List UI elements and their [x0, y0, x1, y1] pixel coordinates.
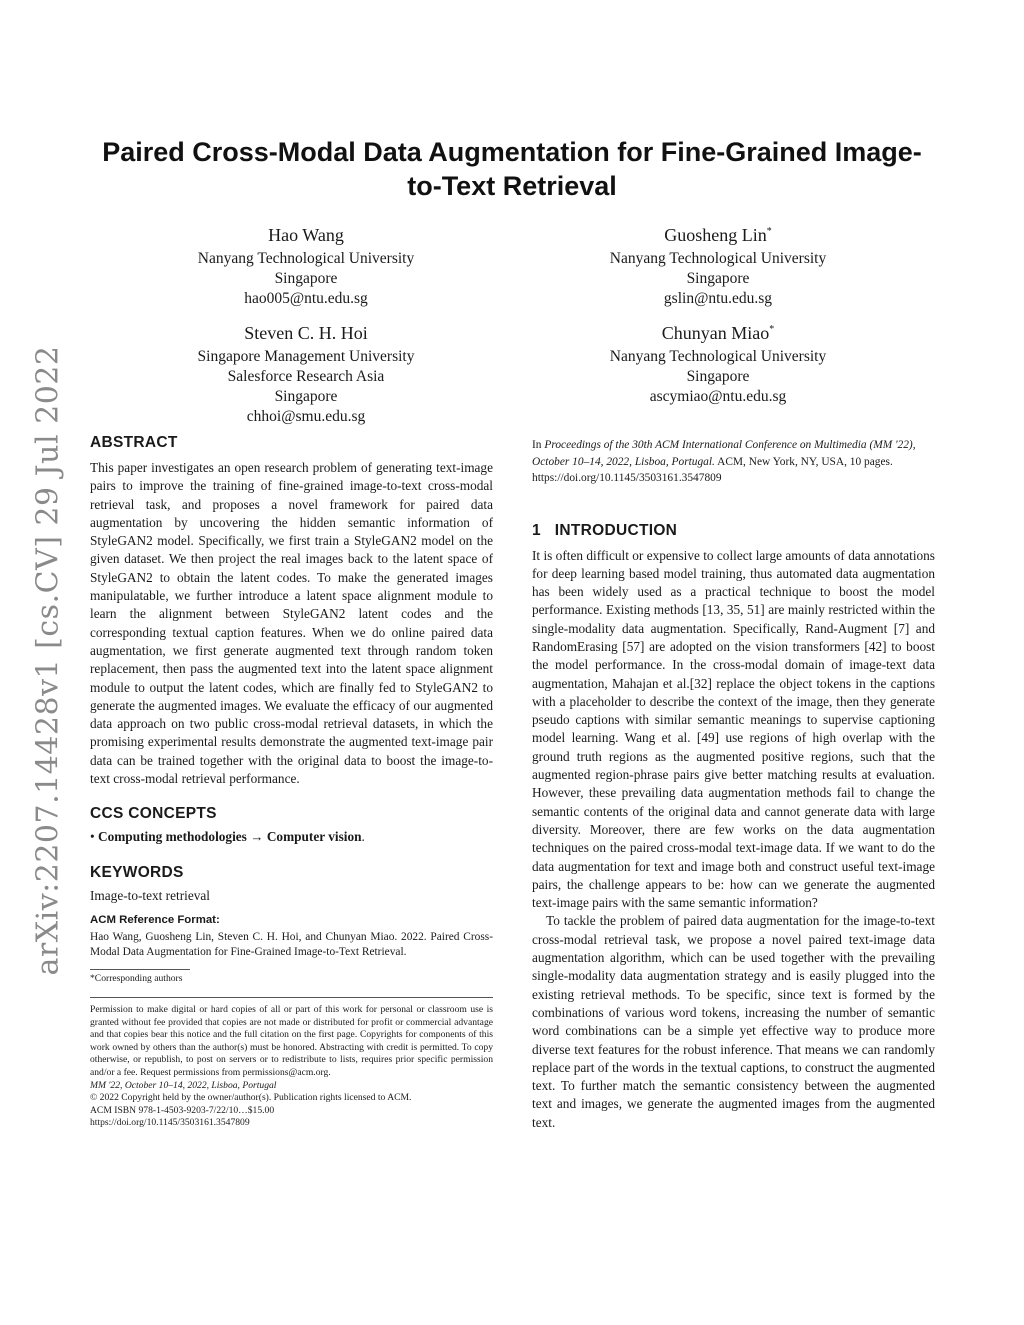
author-block-guosheng-lin [548, 220, 888, 309]
conference-line: MM '22, October 10–14, 2022, Lisboa, Portugal [90, 1079, 277, 1091]
proceedings-details: ACM, New York, NY, USA, 10 pages. https://doi.org/10.1145/3503161.3547809 [532, 455, 893, 484]
ccs-bullet: • [90, 829, 95, 845]
author-name: Guosheng Lin* [664, 225, 772, 245]
reference-format-heading: ACM Reference Format: [90, 913, 220, 926]
intro-paragraph-1: It is often difficult or expensive to collect large amounts of data annotations for deep learning based model training, thus automated data augmentation has been widely used as a practical technique to boost the model performance. Existing methods [13, 35, 51] are mainly restricted within the single-modality data augmentation. Specifically, Rand-Augment [7] and RandomErasing [57] are adopted on the vision transformers [42] to boost the model performance. In the cross-modal domain of image-text data augmentation, Mahajan et al.[32] replace the object tokens in the captions with a placeholder to describe the context of the image, then they generate pseudo captions with similar semantic meanings to supervise captioning model learning. Wang et al. [49] use regions of high overlap with the ground truth regions as the augmented positive regions, such that the augmented region-phrase pairs give better matching results at evaluation. However, these prevailing data augmentation methods fail to change the semantic contents of the original data and cannot generate data with large diversity. Moreover, there are few works on the data augmentation techniques on the paired cross-modal text-image data. If we want to do the data augmentation for text and image both and construct useful text-image pairs, the challenge appears to be: how can we generate the augmented text-image pairs with the same semantic information? [532, 547, 935, 911]
author-block-steven-hoi [136, 318, 476, 427]
author-country: Singapore [686, 270, 750, 287]
doi-line: https://doi.org/10.1145/3503161.3547809 [90, 1117, 250, 1129]
author-block-hao-wang [136, 220, 476, 309]
author-email: chhoi@smu.edu.sg [246, 408, 366, 425]
corresponding-footnote: *Corresponding authors [90, 972, 183, 984]
keywords-heading: KEYWORDS [90, 863, 184, 881]
arxiv-identifier: arXiv:2207.14428v1 [cs.CV] 29 Jul 2022 [30, 345, 66, 975]
paper-title: Paired Cross-Modal Data Augmentation for Fine-Grained Image-to-Text Retrieval [102, 137, 922, 201]
abstract-text: This paper investigates an open research problem of generating text-image pairs to improve the training of fine-grained image-to-text cross-modal retrieval task, and proposes a novel framework for paired data augmentation by uncovering the hidden semantic information of StyleGAN2 model. Specifically, we first train a StyleGAN2 model on the given dataset. We then project the real images back to the latent space of StyleGAN2 to obtain the latent codes. To make the generated images manipulatable, we further introduce a latent space alignment module to learn the alignment between StyleGAN2 latent codes and the corresponding textual caption features. When we do online paired data augmentation, we first generate augmented text through random token replacement, then pass the augmented text into the latent space alignment module to output the latent codes, which are finally fed to StyleGAN2 to generate the augmented images. We evaluate the efficacy of our augmented data approach on two public cross-modal retrieval datasets, in which the promising experimental results demonstrate the augmented text-image pair data can be trained together with the original data to boost the image-to-text cross-modal retrieval performance. [90, 460, 493, 787]
left-column [90, 433, 493, 1130]
author-affiliation: Nanyang Technological University [609, 250, 827, 267]
introduction-heading: 1 INTRODUCTION [532, 521, 678, 539]
keywords-text: Image-to-text retrieval [90, 887, 210, 903]
author-email: ascymiao@ntu.edu.sg [649, 388, 787, 405]
proceedings-reference: In Proceedings of the 30th ACM International Conference on Multimedia (MM '22), October 10–14, 2022, Lisboa, Portugal. ACM, New York, NY, USA, 10 pages. https://doi.org/10.1145/3503161.3547809 [532, 439, 916, 484]
ccs-heading: CCS CONCEPTS [90, 805, 217, 823]
right-column [532, 437, 935, 1132]
permission-divider [90, 997, 493, 998]
intro-paragraph-2: To tackle the problem of paired data augmentation for the image-to-text cross-modal retrieval task, we propose a novel paired text-image data augmentation algorithm, which can be used together with the prevailing single-modality data augmentation strategy and is easily plugged into the existing retrieval methods. To be specific, since text is formed by the combinations of various word tokens, increasing the number of semantic word combinations can be a simple yet effective way to produce more diverse text features for the robust inference. That means we can randomly replace part of the words in the textual captions, to construct the augmented text. To further match the semantic consistency between the augmented text and images, we generate the augmented images from the augmented text. [532, 913, 935, 1130]
author-affiliation: Salesforce Research Asia [227, 368, 385, 385]
abstract-heading: ABSTRACT [90, 434, 178, 451]
ccs-concepts: • Computing methodologies → Computer vision. [90, 829, 365, 845]
author-block-chunyan-miao [548, 318, 888, 407]
ccs-subconcept: Computer vision [266, 829, 362, 845]
ccs-concept: Computing methodologies [97, 829, 247, 845]
author-name: Chunyan Miao* [661, 323, 775, 343]
arxiv-sidebar-stamp [28, 345, 68, 975]
copyright-line: © 2022 Copyright held by the owner/author(s). Publication rights licensed to ACM. [90, 1092, 412, 1104]
proceedings-venue: Proceedings of the 30th ACM International Conference on Multimedia (MM '22), October 10–14, 2022, Lisboa, Portugal. [532, 439, 916, 468]
author-email: gslin@ntu.edu.sg [663, 290, 773, 307]
footnote-divider [90, 969, 190, 970]
isbn-line: ACM ISBN 978-1-4503-9203-7/22/10…$15.00 [90, 1104, 275, 1116]
permission-notice: Permission to make digital or hard copies of all or part of this work for personal or classroom use is granted without fee provided that copies are not made or distributed for profit or commercial advantage and that copies bear this notice and the full citation on the first page. Copyrights for components of this work owned by others than the author(s) must be honored. Abstracting with credit is permitted. To copy otherwise, or republish, to post on servers or to redistribute to lists, requires prior specific permission and/or a fee. Request permissions from permissions@acm.org. [90, 1003, 493, 1078]
author-country: Singapore [686, 368, 750, 385]
reference-format-text: Hao Wang, Guosheng Lin, Steven C. H. Hoi, and Chunyan Miao. 2022. Paired Cross-Modal Data Augmentation for Fine-Grained Image-to-Text Retrieval. [90, 930, 493, 959]
ccs-arrow: → [250, 829, 264, 845]
author-country: Singapore [274, 388, 338, 405]
author-affiliation: Nanyang Technological University [197, 250, 415, 267]
author-affiliation: Singapore Management University [197, 348, 415, 365]
author-email: hao005@ntu.edu.sg [244, 290, 368, 307]
author-affiliation: Nanyang Technological University [609, 348, 827, 365]
author-name: Hao Wang [268, 225, 344, 245]
author-country: Singapore [274, 270, 338, 287]
author-name: Steven C. H. Hoi [244, 323, 368, 343]
